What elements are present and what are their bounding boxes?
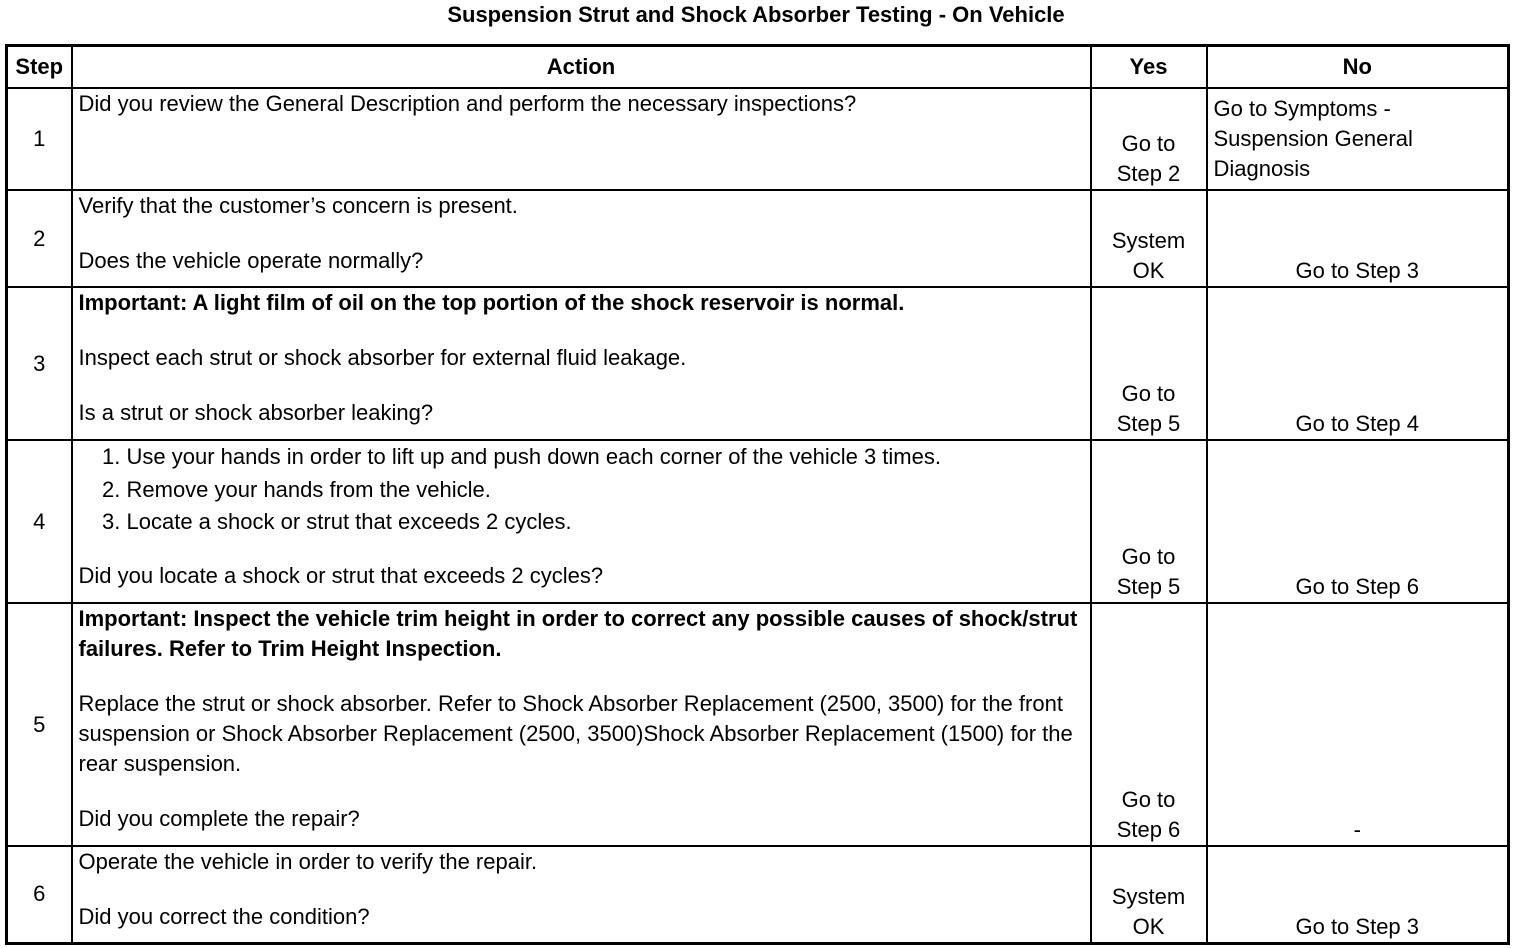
diagnostic-table (5, 44, 1510, 945)
action-question: Does the vehicle operate normally? (78, 248, 424, 273)
table-row (7, 88, 1509, 190)
header-yes: Yes (1091, 46, 1207, 89)
list-item: 3. Locate a shock or strut that exceeds 2 cycles. (127, 506, 1084, 539)
header-action: Action (72, 46, 1091, 89)
step-number: 5 (7, 603, 72, 846)
yes-cell (1091, 88, 1207, 190)
action-text: Operate the vehicle in order to verify the repair. (78, 849, 538, 874)
action-question: Did you complete the repair? (78, 806, 360, 831)
important-note: Important: Inspect the vehicle trim height in order to correct any possible causes of shock/strut failures. Refer to Trim Height Inspection. (78, 606, 1078, 661)
yes-cell (1091, 846, 1207, 943)
list-item: 1. Use your hands in order to lift up and push down each corner of the vehicle 3 times. (127, 441, 1084, 474)
list-item: 2. Remove your hands from the vehicle. (127, 474, 1084, 507)
step-number: 6 (7, 846, 72, 943)
step-number: 1 (7, 88, 72, 190)
action-text: Did you review the General Description and perform the necessary inspections? (78, 91, 857, 116)
yes-text: Go to Step 6 (1116, 787, 1181, 842)
no-cell: - (1207, 603, 1509, 846)
step-number: 3 (7, 287, 72, 440)
table-row (7, 846, 1509, 943)
header-no: No (1207, 46, 1509, 89)
step-number: 4 (7, 440, 72, 603)
yes-text: Go to Step 2 (1116, 131, 1181, 186)
action-text: Inspect each strut or shock absorber for external fluid leakage. (78, 345, 687, 370)
table-row (7, 440, 1509, 603)
no-cell: Go to Step 6 (1207, 440, 1509, 603)
action-cell (72, 603, 1091, 846)
no-cell: Go to Step 4 (1207, 287, 1509, 440)
step-number: 2 (7, 190, 72, 287)
yes-cell (1091, 603, 1207, 846)
procedure-list (79, 441, 1084, 539)
no-cell: Go to Step 3 (1207, 846, 1509, 943)
no-cell: Go to Symptoms - Suspension General Diagnosis (1207, 88, 1509, 190)
action-question: Did you correct the condition? (78, 904, 370, 929)
action-question: Is a strut or shock absorber leaking? (78, 400, 434, 425)
action-cell (72, 190, 1091, 287)
action-cell (72, 88, 1091, 190)
yes-text: Go to Step 5 (1116, 544, 1181, 599)
yes-text: System OK (1111, 883, 1186, 939)
action-cell (72, 287, 1091, 440)
action-text: Verify that the customer’s concern is present. (78, 193, 518, 218)
important-note: Important: A light film of oil on the top portion of the shock reservoir is normal. (78, 290, 905, 315)
document-title: Suspension Strut and Shock Absorber Testing - On Vehicle (447, 2, 1065, 27)
table-row (7, 190, 1509, 287)
yes-cell (1091, 190, 1207, 287)
yes-text: Go to Step 5 (1116, 381, 1181, 436)
yes-cell (1091, 440, 1207, 603)
table-row (7, 603, 1509, 846)
yes-text: System OK (1111, 228, 1186, 283)
header-step: Step (7, 46, 72, 89)
table-header-row (7, 46, 1509, 89)
action-question: Did you locate a shock or strut that exceeds 2 cycles? (78, 562, 604, 588)
action-cell (72, 846, 1091, 943)
no-cell: Go to Step 3 (1207, 190, 1509, 287)
yes-cell (1091, 287, 1207, 440)
action-cell (72, 440, 1091, 603)
action-text: Replace the strut or shock absorber. Refer to Shock Absorber Replacement (2500, 3500) for the front suspension or Shock Absorber Replacement (2500, 3500)Shock Absorber Replacement (1500) for the rear suspension. (78, 691, 1073, 776)
table-row (7, 287, 1509, 440)
